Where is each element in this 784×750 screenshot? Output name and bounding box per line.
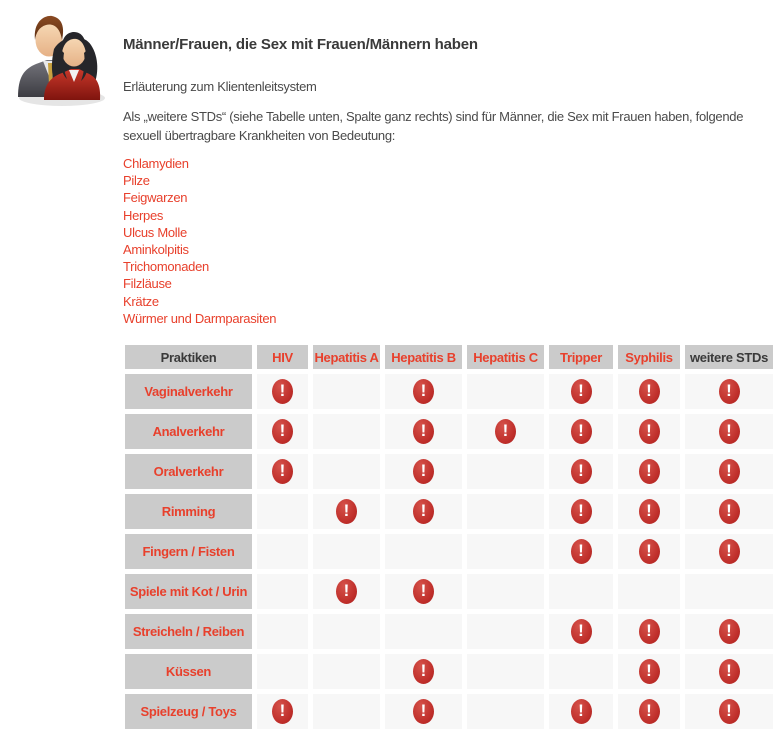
warning-exclamation-icon: ! <box>639 379 660 404</box>
column-header-tripper: Tripper <box>549 345 613 369</box>
warning-exclamation-icon: ! <box>719 619 740 644</box>
warning-exclamation-icon: ! <box>719 419 740 444</box>
warning-exclamation-icon: ! <box>272 459 293 484</box>
practice-row-label: Spielzeug / Toys <box>125 694 252 729</box>
warning-exclamation-icon: ! <box>571 499 592 524</box>
table-cell <box>257 614 308 649</box>
table-cell <box>685 614 773 649</box>
table-cell <box>467 534 544 569</box>
table-cell <box>685 574 773 609</box>
table-cell <box>467 654 544 689</box>
table-cell <box>618 454 680 489</box>
table-cell <box>313 654 380 689</box>
table-cell <box>257 454 308 489</box>
warning-exclamation-icon: ! <box>272 379 293 404</box>
warning-exclamation-icon: ! <box>571 459 592 484</box>
table-cell <box>618 694 680 729</box>
table-cell <box>257 414 308 449</box>
warning-exclamation-icon: ! <box>272 419 293 444</box>
std-link[interactable]: Würmer und Darmparasiten <box>123 310 277 326</box>
table-cell <box>685 454 773 489</box>
table-cell <box>549 494 613 529</box>
warning-exclamation-icon: ! <box>571 539 592 564</box>
table-cell <box>385 454 462 489</box>
warning-exclamation-icon: ! <box>571 619 592 644</box>
subtitle-text: Erläuterung zum Klientenleitsystem <box>123 79 317 94</box>
practice-row-label: Oralverkehr <box>125 454 252 489</box>
practice-row-label: Rimming <box>125 494 252 529</box>
std-link[interactable]: Trichomonaden <box>123 259 209 275</box>
table-cell <box>257 574 308 609</box>
warning-exclamation-icon: ! <box>719 699 740 724</box>
table-cell <box>618 614 680 649</box>
table-cell <box>549 654 613 689</box>
std-link[interactable]: Herpes <box>123 207 164 223</box>
table-cell <box>467 414 544 449</box>
table-cell <box>618 414 680 449</box>
table-cell <box>685 654 773 689</box>
table-cell <box>549 374 613 409</box>
warning-exclamation-icon: ! <box>719 499 740 524</box>
table-cell <box>385 534 462 569</box>
warning-exclamation-icon: ! <box>639 499 660 524</box>
man-woman-users-graphic <box>5 7 109 111</box>
table-cell <box>313 534 380 569</box>
table-cell <box>549 414 613 449</box>
table-cell <box>313 694 380 729</box>
std-link[interactable]: Pilze <box>123 173 150 189</box>
table-cell <box>385 654 462 689</box>
warning-exclamation-icon: ! <box>639 659 660 684</box>
warning-exclamation-icon: ! <box>413 579 434 604</box>
std-link[interactable]: Krätze <box>123 293 159 309</box>
table-cell <box>618 534 680 569</box>
table-cell <box>313 494 380 529</box>
table-cell <box>685 374 773 409</box>
table-cell <box>467 374 544 409</box>
warning-exclamation-icon: ! <box>571 379 592 404</box>
column-header-praktiken: Praktiken <box>125 345 252 369</box>
std-link[interactable]: Feigwarzen <box>123 190 188 206</box>
warning-exclamation-icon: ! <box>719 659 740 684</box>
warning-exclamation-icon: ! <box>719 459 740 484</box>
table-cell <box>618 574 680 609</box>
table-cell <box>385 694 462 729</box>
table-cell <box>313 374 380 409</box>
table-cell <box>549 534 613 569</box>
table-cell <box>385 414 462 449</box>
table-cell <box>549 574 613 609</box>
std-link[interactable]: Chlamydien <box>123 156 189 171</box>
practice-row-label: Vaginalverkehr <box>125 374 252 409</box>
warning-exclamation-icon: ! <box>272 699 293 724</box>
table-cell <box>467 574 544 609</box>
practice-row-label: Spiele mit Kot / Urin <box>125 574 252 609</box>
table-cell <box>467 614 544 649</box>
std-link[interactable]: Filzläuse <box>123 276 172 292</box>
intro-paragraph: Als „weitere STDs“ (siehe Tabelle unten, Spalte ganz rechts) sind für Männer, die Sex mit Frauen haben, folgende sexuell übertragbare Krankheiten von Bedeutung: <box>123 109 744 143</box>
warning-exclamation-icon: ! <box>571 699 592 724</box>
table-cell <box>257 494 308 529</box>
table-cell <box>313 574 380 609</box>
column-header-hiv: HIV <box>257 345 308 369</box>
warning-exclamation-icon: ! <box>639 539 660 564</box>
warning-exclamation-icon: ! <box>413 419 434 444</box>
warning-exclamation-icon: ! <box>639 619 660 644</box>
table-cell <box>618 654 680 689</box>
std-links-list <box>123 155 276 327</box>
warning-exclamation-icon: ! <box>719 379 740 404</box>
table-cell <box>467 494 544 529</box>
warning-exclamation-icon: ! <box>413 379 434 404</box>
practice-row-label: Fingern / Fisten <box>125 534 252 569</box>
table-cell <box>313 454 380 489</box>
warning-exclamation-icon: ! <box>413 659 434 684</box>
warning-exclamation-icon: ! <box>495 419 516 444</box>
std-link[interactable]: Ulcus Molle <box>123 224 187 240</box>
column-header-syphilis: Syphilis <box>618 345 680 369</box>
warning-exclamation-icon: ! <box>639 419 660 444</box>
table-cell <box>385 574 462 609</box>
table-cell <box>385 494 462 529</box>
warning-exclamation-icon: ! <box>719 539 740 564</box>
table-cell <box>385 614 462 649</box>
warning-exclamation-icon: ! <box>413 499 434 524</box>
practices-std-table <box>125 345 773 729</box>
table-cell <box>685 534 773 569</box>
practice-row-label: Streicheln / Reiben <box>125 614 252 649</box>
practice-row-label: Analverkehr <box>125 414 252 449</box>
table-cell <box>467 694 544 729</box>
column-header-hepatitis-a: Hepatitis A <box>313 345 380 369</box>
table-cell <box>313 414 380 449</box>
table-cell <box>685 494 773 529</box>
column-header-hepatitis-c: Hepatitis C <box>467 345 544 369</box>
table-cell <box>549 694 613 729</box>
warning-exclamation-icon: ! <box>336 579 357 604</box>
column-header-weitere-stds: weitere STDs <box>685 345 773 369</box>
table-cell <box>618 374 680 409</box>
table-cell <box>618 494 680 529</box>
page-title: Männer/Frauen, die Sex mit Frauen/Männern haben <box>123 36 478 53</box>
warning-exclamation-icon: ! <box>413 699 434 724</box>
column-header-hepatitis-b: Hepatitis B <box>385 345 462 369</box>
table-cell <box>313 614 380 649</box>
std-link[interactable]: Aminkolpitis <box>123 242 189 258</box>
table-cell <box>257 534 308 569</box>
warning-exclamation-icon: ! <box>336 499 357 524</box>
warning-exclamation-icon: ! <box>413 459 434 484</box>
table-cell <box>549 614 613 649</box>
table-cell <box>385 374 462 409</box>
practice-row-label: Küssen <box>125 654 252 689</box>
table-cell <box>467 454 544 489</box>
table-cell <box>257 654 308 689</box>
table-cell <box>549 454 613 489</box>
warning-exclamation-icon: ! <box>639 459 660 484</box>
table-cell <box>257 374 308 409</box>
warning-exclamation-icon: ! <box>571 419 592 444</box>
table-cell <box>685 414 773 449</box>
man-woman-users-icon <box>5 7 109 111</box>
table-cell <box>257 694 308 729</box>
warning-exclamation-icon: ! <box>639 699 660 724</box>
table-cell <box>685 694 773 729</box>
